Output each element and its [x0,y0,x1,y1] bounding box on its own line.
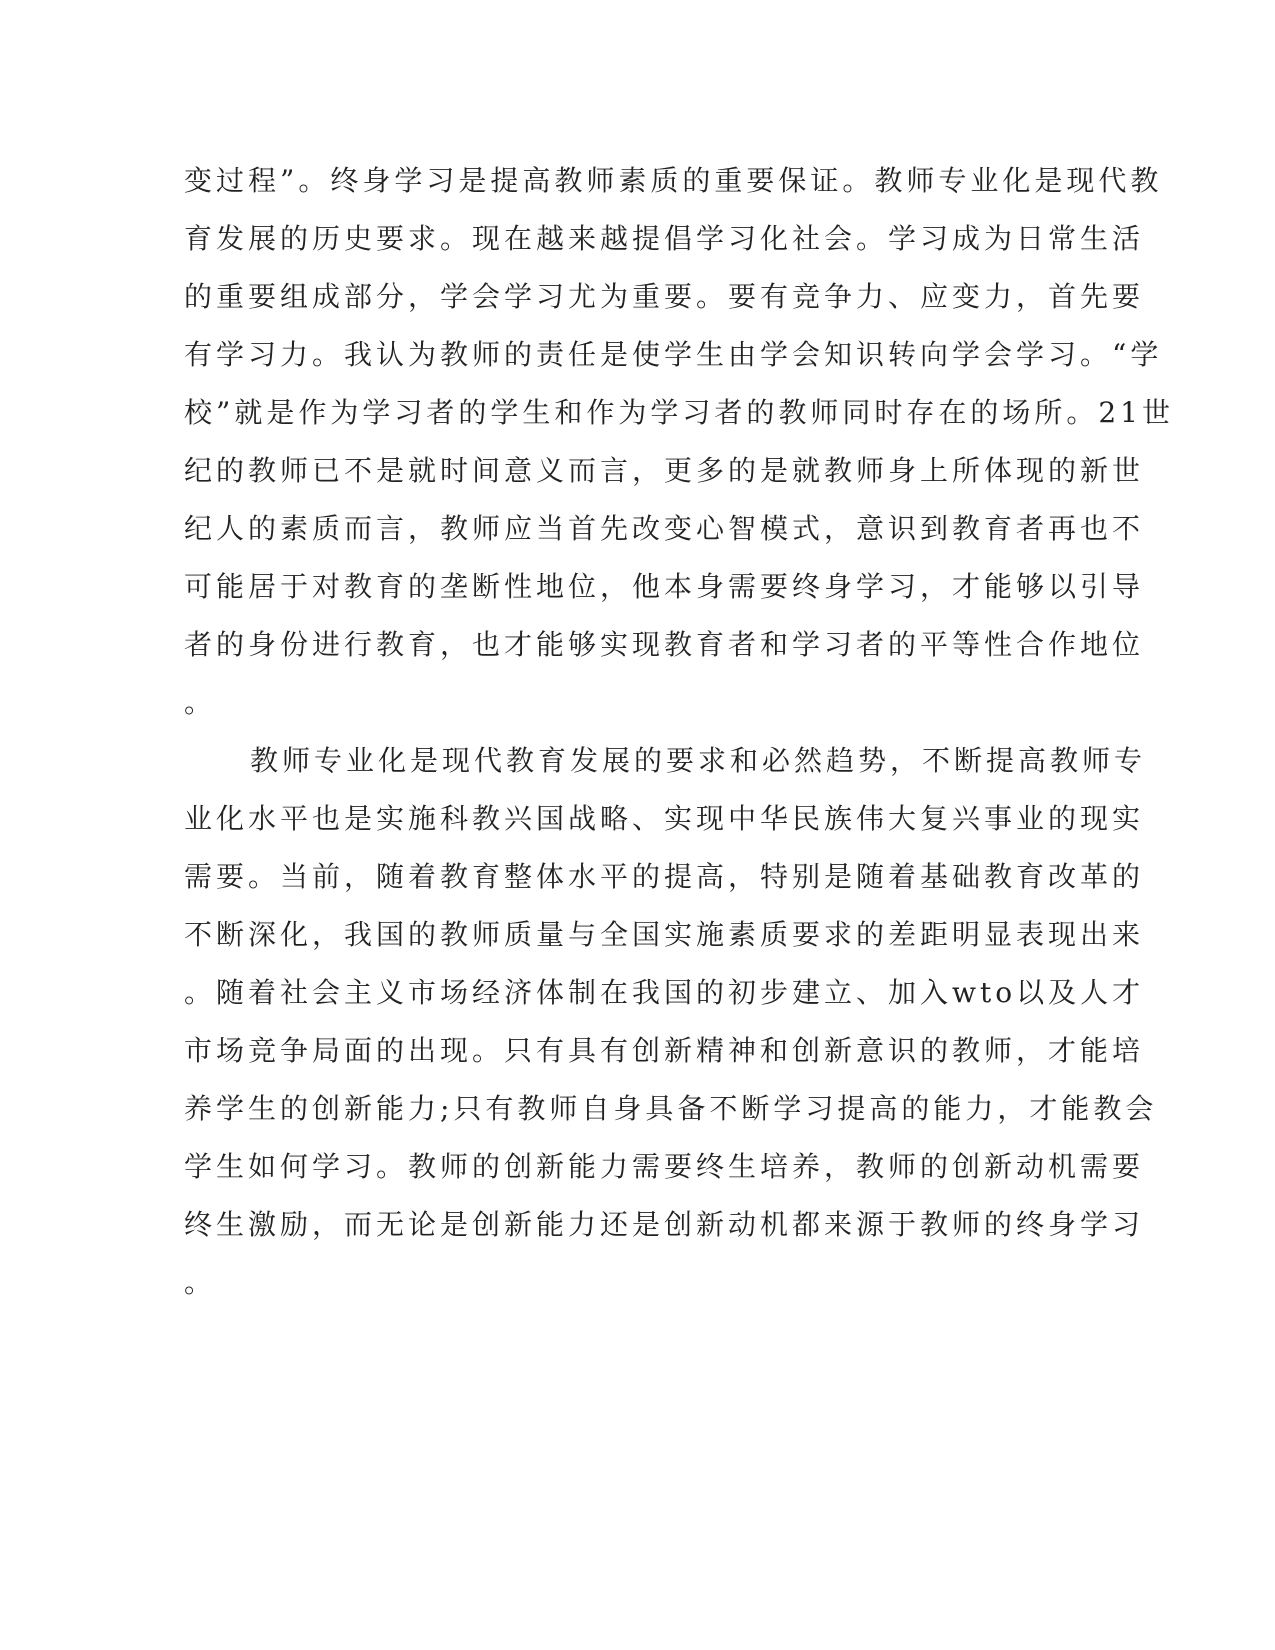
paragraph-1-line: 纪的教师已不是就时间意义而言，更多的是就教师身上所体现的新世 [184,454,1145,487]
paragraph-1-line: 纪人的素质而言，教师应当首先改变心智模式，意识到教育者再也不 [184,512,1145,545]
paragraph-1-line: 的重要组成部分，学会学习尤为重要。要有竞争力、应变力，首先要 [184,280,1145,313]
paragraph-1-line: 者的身份进行教育，也才能够实现教育者和学习者的平等性合作地位 [184,628,1145,661]
paragraph-2-line: 教师专业化是现代教育发展的要求和必然趋势，不断提高教师专 [250,744,1147,777]
paragraph-1-line: 育发展的历史要求。现在越来越提倡学习化社会。学习成为日常生活 [184,222,1145,255]
paragraph-1-line: 有学习力。我认为教师的责任是使学生由学会知识转向学会学习。“学 [184,338,1163,371]
paragraph-2-line: 不断深化，我国的教师质量与全国实施素质要求的差距明显表现出来 [184,918,1145,951]
paragraph-2-line: 。随着社会主义市场经济体制在我国的初步建立、加入wto以及人才 [184,976,1145,1009]
paragraph-1-line: 校”就是作为学习者的学生和作为学习者的教师同时存在的场所。21世 [184,396,1174,429]
paragraph-2-line: 终生激励，而无论是创新能力还是创新动机都来源于教师的终身学习 [184,1208,1145,1241]
paragraph-2-line: 。 [184,1266,213,1299]
paragraph-2-line: 需要。当前，随着教育整体水平的提高，特别是随着基础教育改革的 [184,860,1145,893]
paragraph-1-line: 。 [184,686,213,719]
paragraph-1-line: 可能居于对教育的垄断性地位，他本身需要终身学习，才能够以引导 [184,570,1145,603]
paragraph-2-line: 市场竞争局面的出现。只有具有创新精神和创新意识的教师，才能培 [184,1034,1145,1067]
paragraph-2-line: 业化水平也是实施科教兴国战略、实现中华民族伟大复兴事业的现实 [184,802,1145,835]
paragraph-2-line: 养学生的创新能力;只有教师自身具备不断学习提高的能力，才能教会 [184,1092,1158,1125]
paragraph-1-line: 变过程”。终身学习是提高教师素质的重要保证。教师专业化是现代教 [184,164,1163,197]
paragraph-2-line: 学生如何学习。教师的创新能力需要终生培养，教师的创新动机需要 [184,1150,1145,1183]
